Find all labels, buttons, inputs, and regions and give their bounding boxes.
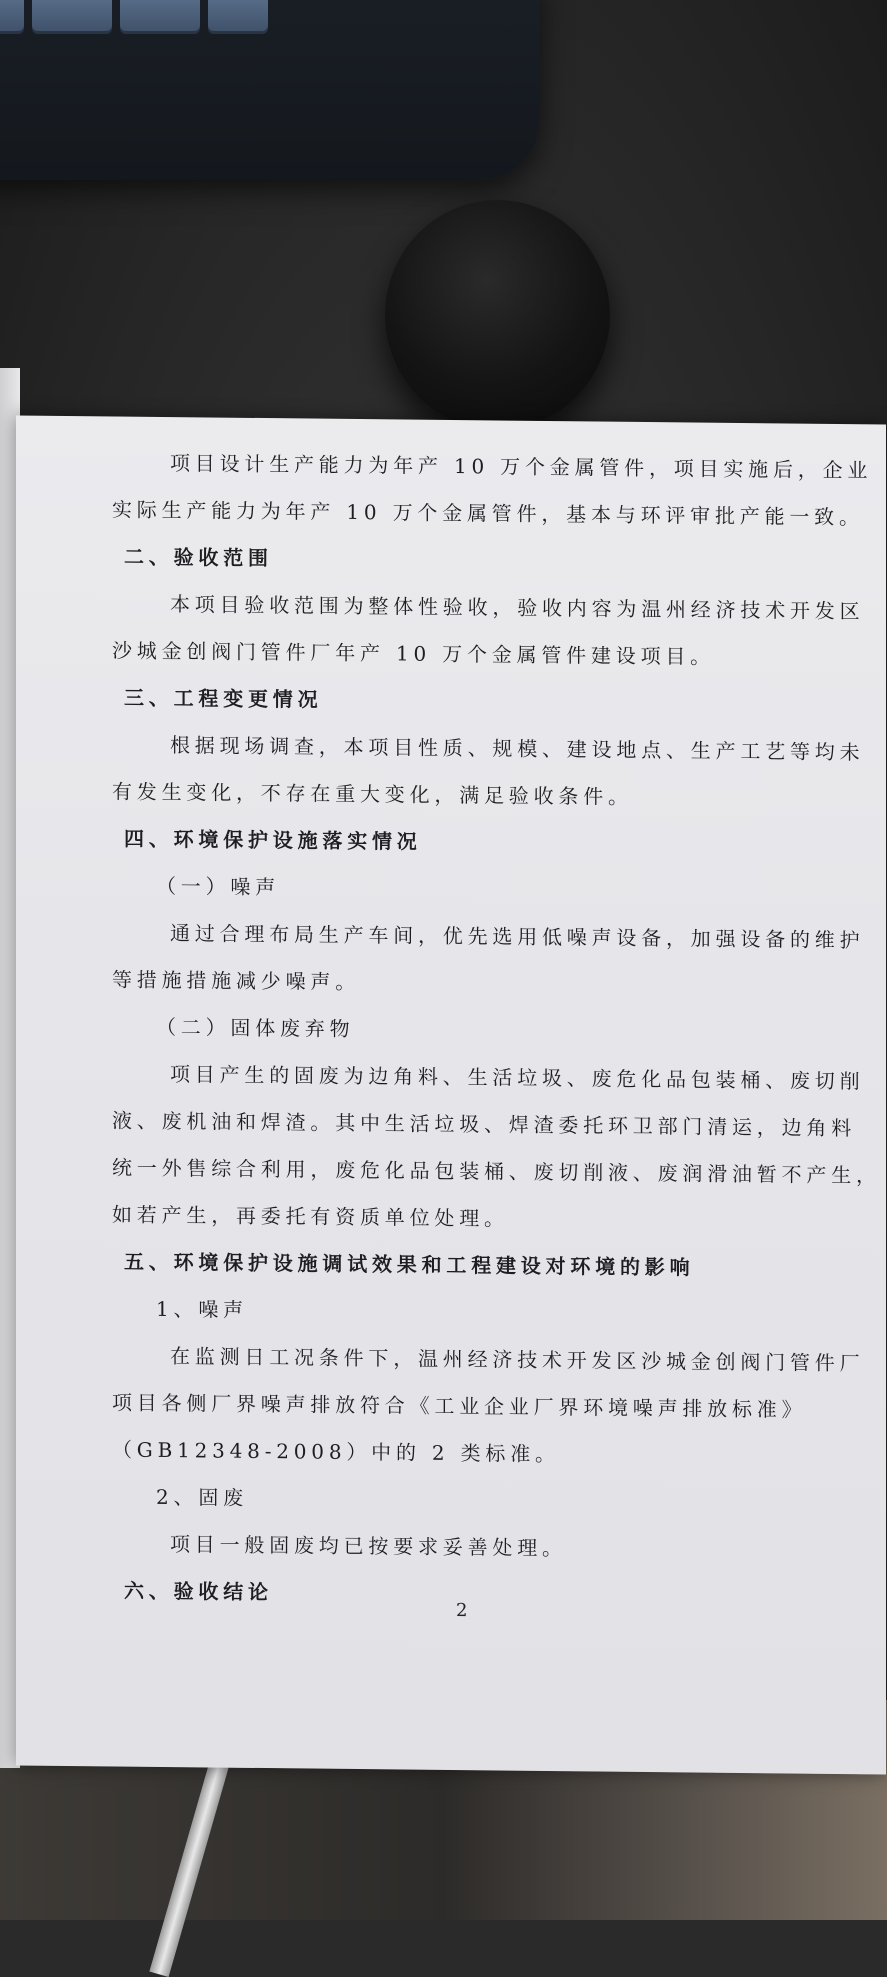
- paragraph-line: 本项目验收范围为整体性验收，验收内容为温州经济技术开发区: [170, 592, 865, 624]
- paragraph-line: 统一外售综合利用，废危化品包装桶、废切削液、废润滑油暂不产生，: [112, 1155, 881, 1188]
- paragraph-line: 项目一般固废均已按要求妥善处理。: [170, 1532, 567, 1561]
- paragraph-line: 等措施措施减少噪声。: [112, 967, 360, 995]
- section-heading: 四、环境保护设施落实情况: [124, 826, 422, 854]
- paragraph-line: 在监测日工况条件下，温州经济技术开发区沙城金创阀门管件厂: [170, 1344, 865, 1376]
- section-heading: 五、环境保护设施调试效果和工程建设对环境的影响: [124, 1249, 695, 1280]
- paragraph-line: 项目产生的固废为边角料、生活垃圾、废危化品包装桶、废切削: [170, 1062, 865, 1094]
- lens-cap: [385, 200, 610, 430]
- paragraph-line: （GB12348-2008）中的 2 类标准。: [112, 1437, 560, 1467]
- keyboard: [0, 0, 540, 180]
- paragraph-line: 项目设计生产能力为年产 10 万个金属管件，项目实施后，企业: [170, 451, 873, 483]
- document-page: [16, 415, 886, 1774]
- subsection-heading: 2、固废: [156, 1484, 248, 1510]
- paragraph-line: 有发生变化，不存在重大变化，满足验收条件。: [112, 779, 633, 809]
- paragraph-line: 项目各侧厂界噪声排放符合《工业企业厂界环境噪声排放标准》: [112, 1390, 807, 1422]
- section-heading: 六、验收结论: [124, 1578, 273, 1605]
- keyboard-key: [208, 0, 268, 34]
- subsection-heading: （二）固体废弃物: [156, 1014, 355, 1041]
- section-heading: 三、工程变更情况: [124, 685, 323, 712]
- paragraph-line: 通过合理布局生产车间，优先选用低噪声设备，加强设备的维护: [170, 921, 865, 953]
- section-heading: 二、验收范围: [124, 544, 273, 571]
- keyboard-key: [32, 0, 112, 34]
- paragraph-line: 沙城金创阀门管件厂年产 10 万个金属管件建设项目。: [112, 638, 715, 669]
- paragraph-line: 根据现场调查，本项目性质、规模、建设地点、生产工艺等均未: [170, 733, 865, 765]
- page-content: [112, 436, 881, 1605]
- paragraph-line: 实际生产能力为年产 10 万个金属管件，基本与环评审批产能一致。: [112, 497, 864, 530]
- keyboard-key: [120, 0, 200, 34]
- subsection-heading: 1、噪声: [156, 1296, 248, 1322]
- keyboard-key: [0, 0, 24, 34]
- page-number: 2: [456, 1600, 468, 1622]
- paragraph-line: 液、废机油和焊渣。其中生活垃圾、焊渣委托环卫部门清运，边角料: [112, 1108, 856, 1141]
- subsection-heading: （一）噪声: [156, 873, 280, 900]
- paragraph-line: 如若产生，再委托有资质单位处理。: [112, 1202, 509, 1231]
